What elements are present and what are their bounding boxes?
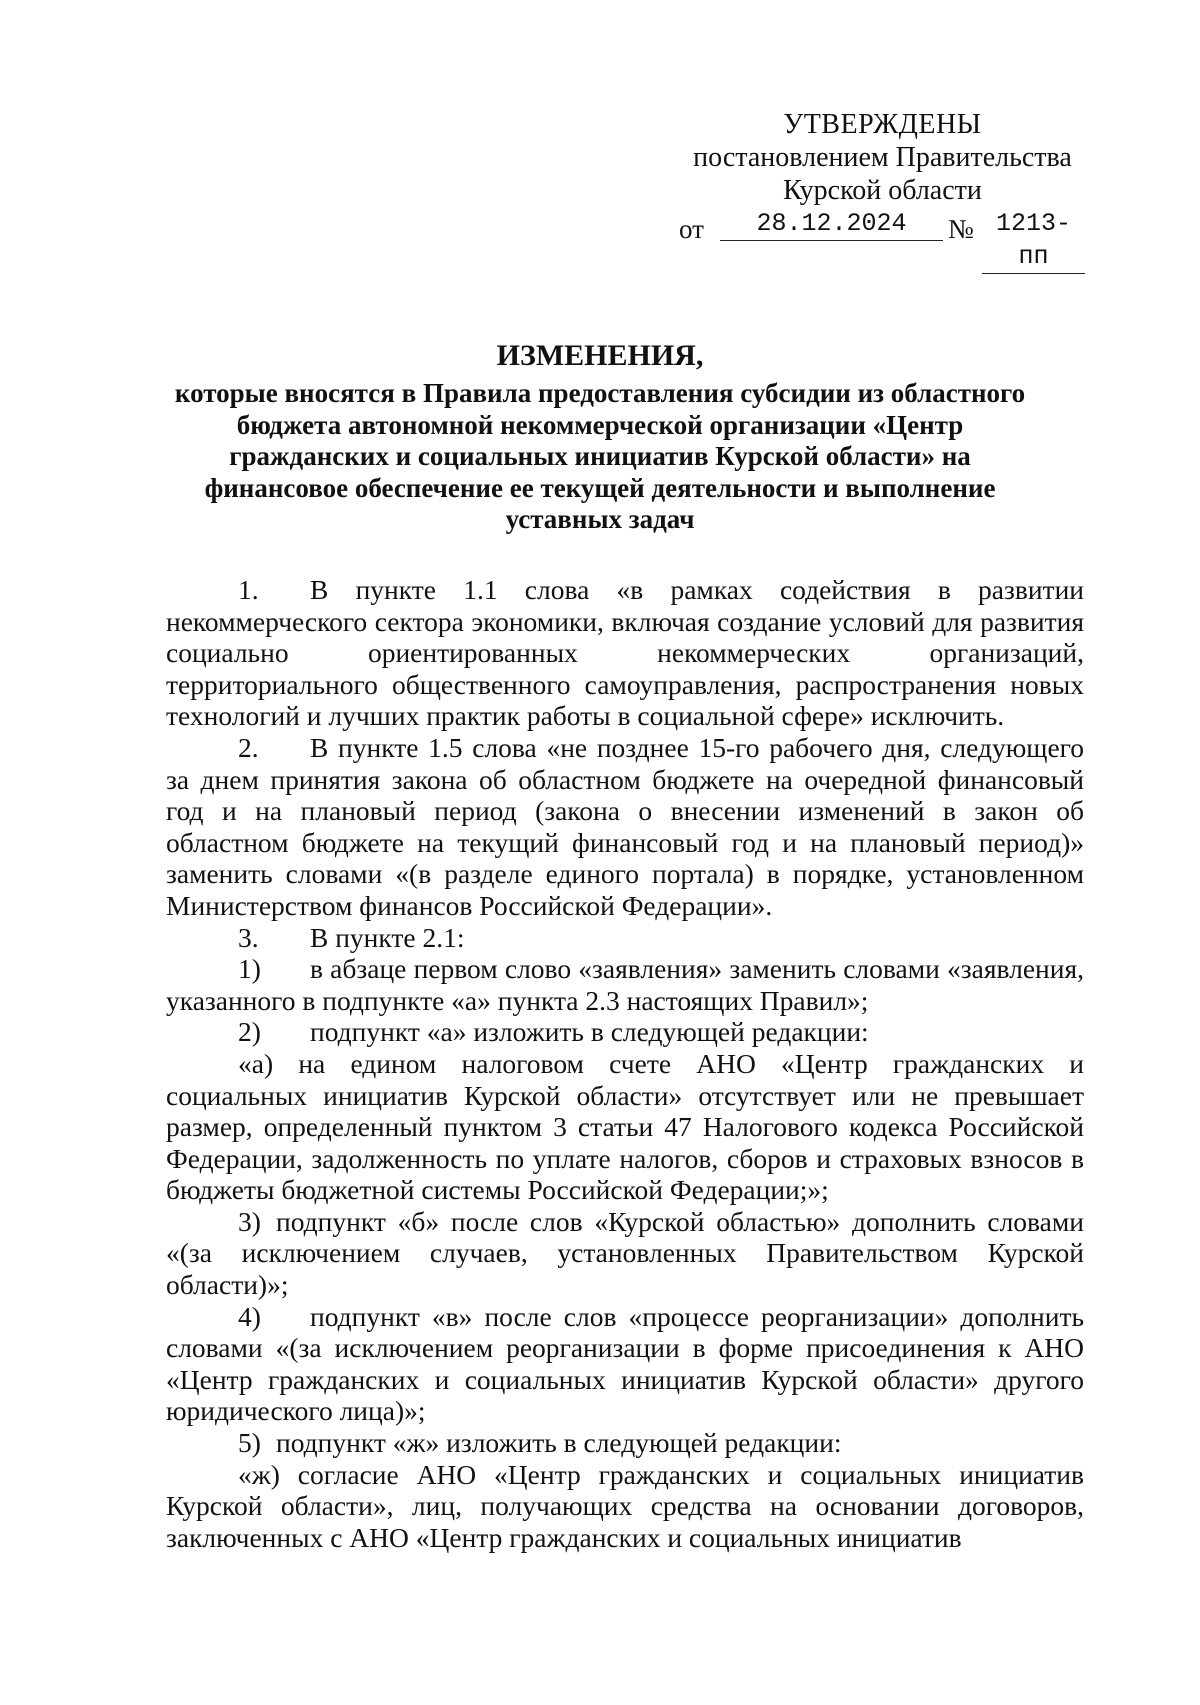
number-prefix: № [948, 214, 974, 244]
subparagraph-text: подпункт «б» после слов «Курской областью» дополнить словами «(за исключением случаев, установленных Правительством Курской области)»; [166, 1205, 1084, 1301]
paragraph-text: В пункте 2.1: [310, 921, 465, 953]
paragraph-number: 2. [238, 731, 259, 763]
approval-line-1: постановлением Правительства [693, 142, 1072, 173]
title-subtitle-line: гражданских и социальных инициатив Курской области» на [229, 441, 971, 471]
subparagraph-text: подпункт «ж» изложить в следующей редакции: [276, 1427, 842, 1459]
paragraph-3 [166, 922, 1084, 954]
subparagraph-number: 5) [238, 1427, 261, 1459]
subparagraph-text: подпункт «в» после слов «процессе реорганизации» дополнить словами «(за исключением реорганизации в форме присоединения к АНО «Центр гражданских и социальных инициатив Курской области» другого юридического лица)»; [166, 1300, 1084, 1427]
paragraph-1 [166, 574, 1084, 732]
subparagraph-2 [166, 1016, 1084, 1048]
approval-line-2: Курской области [783, 175, 982, 206]
subparagraph-number: 3) [238, 1205, 261, 1237]
approval-date-row [679, 207, 1085, 271]
title-subtitle-line: которые вносятся в Правила предоставления субсидии из областного [174, 378, 1026, 408]
document-title [150, 338, 1050, 536]
title-subtitle-line: финансовое обеспечение ее текущей деятельности и выполнение [204, 472, 996, 503]
approval-date: 28.12.2024 [720, 207, 943, 241]
quoted-text-zh: «ж) согласие АНО «Центр гражданских и социальных инициатив Курской области», лиц, получающих средства на основании договоров, заключенных с АНО «Центр гражданских и социальных инициатив [166, 1458, 1084, 1553]
subparagraph-5 [166, 1427, 1084, 1459]
subparagraph-4 [166, 1301, 1084, 1427]
paragraph-text: В пункте 1.5 слова «не позднее 15-го рабочего дня, следующего за днем принятия закона об областном бюджете на очередной финансовый год и на плановый период (закона о внесении изменений в закон об областном бюджете на текущий финансовый год и на плановый период)» заменить словами «(в разделе единого портала) в порядке, установленном Министерством финансов Российской Федерации». [166, 731, 1084, 921]
approval-block [679, 108, 1085, 271]
subparagraph-3 [166, 1206, 1084, 1301]
date-prefix: от [679, 214, 704, 244]
title-main: ИЗМЕНЕНИЯ, [496, 339, 704, 372]
paragraph-number: 3. [238, 921, 259, 953]
document-body [166, 574, 1084, 1553]
paragraph-number: 1. [238, 574, 259, 605]
subparagraph-number: 2) [238, 1016, 261, 1048]
subparagraph-text: подпункт «а» изложить в следующей редакции: [310, 1016, 869, 1048]
approval-heading: УТВЕРЖДЕНЫ [783, 109, 982, 140]
paragraph-2 [166, 732, 1084, 922]
subparagraph-number: 4) [238, 1300, 261, 1332]
quoted-text-a: «а) на едином налоговом счете АНО «Центр гражданских и социальных инициатив Курской области» отсутствует или не превышает размер, определенный пунктом 3 статьи 47 Налогового кодекса Российской Федерации, задолженность по уплате налогов, сборов и страховых взносов в бюджеты бюджетной системы Российской Федерации;»; [166, 1047, 1084, 1206]
subparagraph-text: в абзаце первом слово «заявления» заменить словами «заявления, указанного в подпункте «а» пункта 2.3 настоящих Правил»; [166, 953, 1084, 1016]
approval-number: 1213-пп [982, 207, 1085, 274]
subparagraph-number: 1) [238, 953, 261, 985]
subparagraph-1 [166, 953, 1084, 1016]
paragraph-text: В пункте 1.1 слова «в рамках содействия в развитии некоммерческого сектора экономики, включая создание условий для развития социально ориентированных некоммерческих организаций, территориального общественного самоуправления, распространения новых технологий и лучших практик работы в социальной сфере» исключить. [166, 574, 1084, 732]
title-subtitle-line: бюджета автономной некоммерческой организации «Центр [236, 409, 964, 440]
title-subtitle-line: уставных задач [505, 504, 695, 534]
